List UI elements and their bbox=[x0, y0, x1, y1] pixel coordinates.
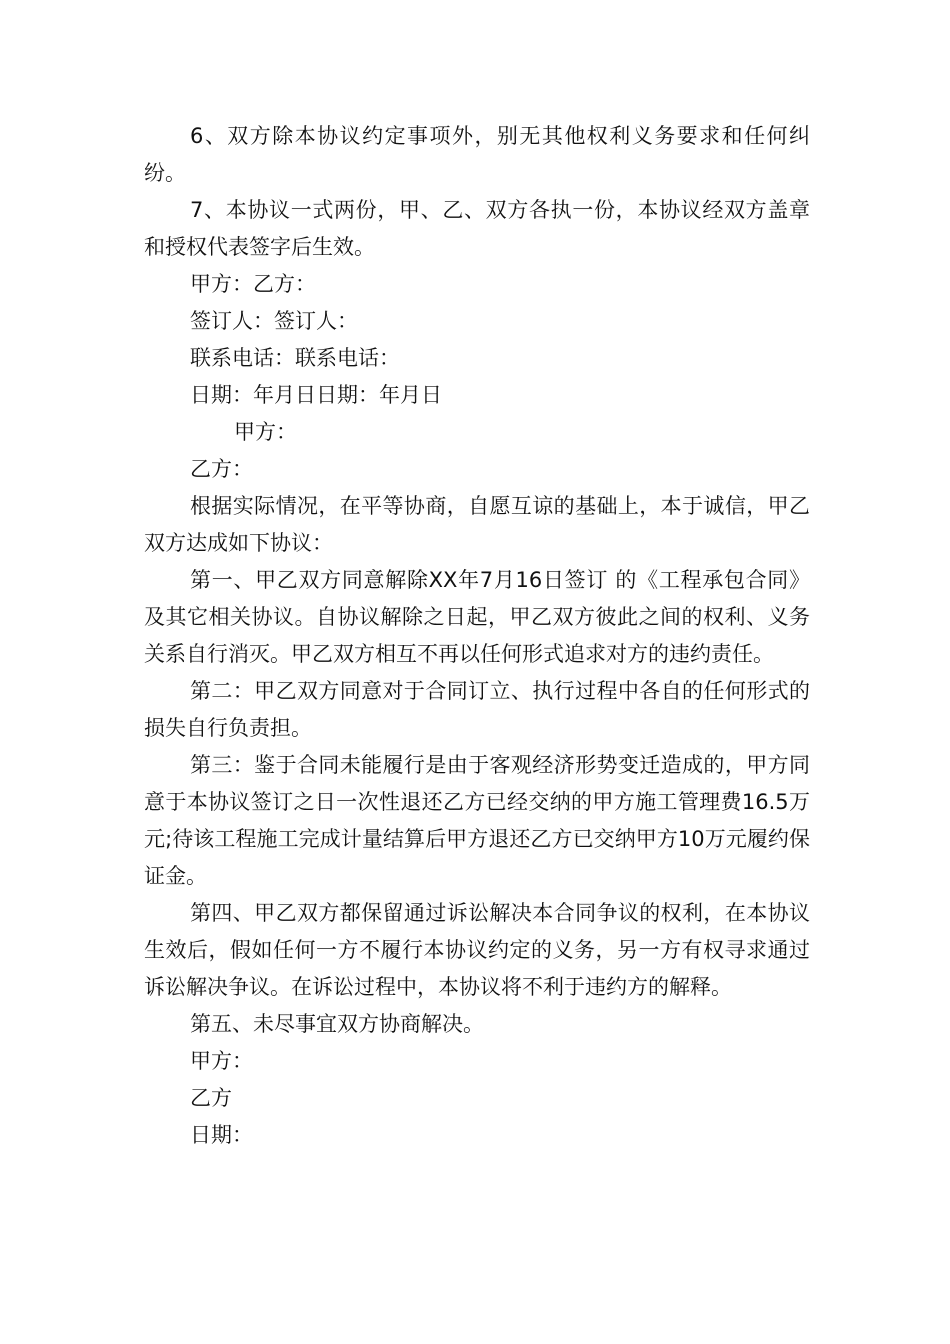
party-b-heading: 乙方： bbox=[190, 457, 253, 481]
document-body bbox=[144, 118, 810, 1154]
closing-date: 日期： bbox=[190, 1123, 253, 1147]
closing-party-a: 甲方： bbox=[190, 1049, 253, 1073]
contact-phone-line: 联系电话：联系电话： bbox=[190, 346, 400, 370]
article-4: 第四、甲乙双方都保留通过诉讼解决本合同争议的权利，在本协议生效后，假如任何一方不履行本协议约定的义务，另一方有权寻求通过诉讼解决争议。在诉讼过程中，本协议将不利于违约方的解释。 bbox=[144, 901, 810, 999]
preamble: 根据实际情况，在平等协商，自愿互谅的基础上，本于诚信，甲乙双方达成如下协议： bbox=[144, 494, 810, 555]
article-2: 第二：甲乙双方同意对于合同订立、执行过程中各自的任何形式的损失自行负责担。 bbox=[144, 679, 810, 740]
closing-party-b: 乙方 bbox=[190, 1086, 232, 1110]
clause-6: 6、双方除本协议约定事项外，别无其他权利义务要求和任何纠纷。 bbox=[144, 124, 810, 185]
signature-party-line: 甲方：乙方： bbox=[190, 272, 316, 296]
article-5: 第五、未尽事宜双方协商解决。 bbox=[190, 1012, 484, 1036]
party-a-heading: 甲方： bbox=[234, 420, 297, 444]
article-1: 第一、甲乙双方同意解除XX年7月16日签订 的《工程承包合同》及其它相关协议。自协议解除之日起，甲乙双方彼此之间的权利、义务关系自行消灭。甲乙双方相互不再以任何形式追求对方的违约责任。 bbox=[144, 568, 810, 666]
clause-7: 7、本协议一式两份，甲、乙、双方各执一份，本协议经双方盖章和授权代表签字后生效。 bbox=[144, 198, 810, 259]
article-3: 第三：鉴于合同未能履行是由于客观经济形势变迁造成的，甲方同意于本协议签订之日一次性退还乙方已经交纳的甲方施工管理费16.5万元;待该工程施工完成计量结算后甲方退还乙方已交纳甲方10万元履约保证金。 bbox=[144, 753, 810, 888]
signatory-line: 签订人：签订人： bbox=[190, 309, 358, 333]
date-line: 日期：年月日日期：年月日 bbox=[190, 383, 442, 407]
